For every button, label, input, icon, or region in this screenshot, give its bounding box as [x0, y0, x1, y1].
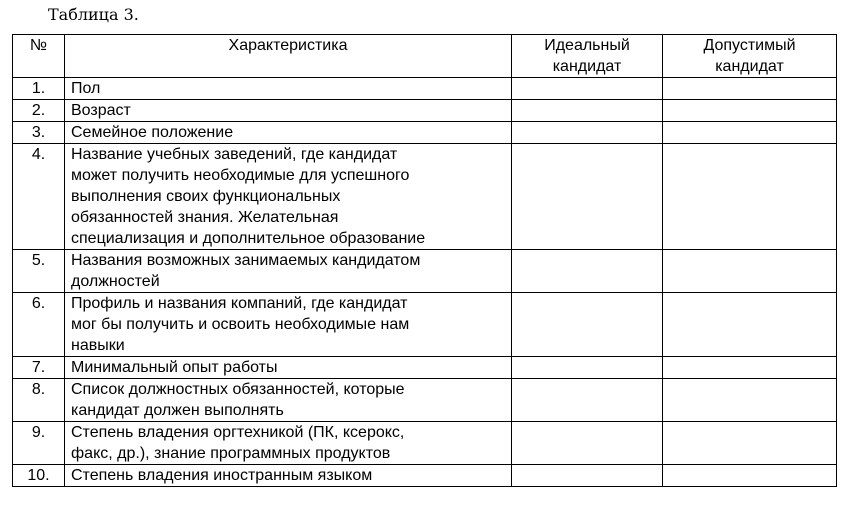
- ideal-candidate-cell[interactable]: [512, 422, 663, 465]
- row-number: 7.: [13, 357, 65, 379]
- acceptable-candidate-cell[interactable]: [663, 122, 837, 144]
- row-characteristic: Название учебных заведений, где кандидат может получить необходимые для успешного выполнения своих функциональных обязанностей знания. Желательная специализация и дополнительное образование: [65, 144, 512, 250]
- row-number: 10.: [13, 465, 65, 487]
- header-ideal-candidate: Идеальный кандидат: [512, 35, 663, 78]
- row-characteristic: Возраст: [65, 100, 512, 122]
- table-row: [13, 250, 837, 293]
- ideal-candidate-cell[interactable]: [512, 250, 663, 293]
- row-characteristic: Названия возможных занимаемых кандидатом должностей: [65, 250, 512, 293]
- table-caption: Таблица 3.: [48, 5, 139, 24]
- acceptable-candidate-cell[interactable]: [663, 465, 837, 487]
- acceptable-candidate-cell[interactable]: [663, 422, 837, 465]
- row-number: 4.: [13, 144, 65, 250]
- acceptable-candidate-cell[interactable]: [663, 293, 837, 357]
- row-number: 8.: [13, 379, 65, 422]
- ideal-candidate-cell[interactable]: [512, 465, 663, 487]
- ideal-candidate-cell[interactable]: [512, 122, 663, 144]
- row-number: 2.: [13, 100, 65, 122]
- table-header-row: [13, 35, 837, 78]
- ideal-candidate-cell[interactable]: [512, 293, 663, 357]
- row-number: 6.: [13, 293, 65, 357]
- acceptable-candidate-cell[interactable]: [663, 100, 837, 122]
- header-characteristic: Характеристика: [65, 35, 512, 78]
- table-row: [13, 357, 837, 379]
- acceptable-candidate-cell[interactable]: [663, 78, 837, 100]
- ideal-candidate-cell[interactable]: [512, 357, 663, 379]
- row-number: 1.: [13, 78, 65, 100]
- table-row: [13, 122, 837, 144]
- ideal-candidate-cell[interactable]: [512, 100, 663, 122]
- row-number: 3.: [13, 122, 65, 144]
- table-row: [13, 422, 837, 465]
- ideal-candidate-cell[interactable]: [512, 144, 663, 250]
- table-row: [13, 100, 837, 122]
- candidate-profile-table: [12, 34, 837, 487]
- row-number: 9.: [13, 422, 65, 465]
- acceptable-candidate-cell[interactable]: [663, 357, 837, 379]
- header-acceptable-candidate: Допустимый кандидат: [663, 35, 837, 78]
- row-characteristic: Профиль и названия компаний, где кандидат мог бы получить и освоить необходимые нам навыки: [65, 293, 512, 357]
- row-characteristic: Степень владения оргтехникой (ПК, ксерокс, факс, др.), знание программных продуктов: [65, 422, 512, 465]
- row-characteristic: Пол: [65, 78, 512, 100]
- row-characteristic: Список должностных обязанностей, которые кандидат должен выполнять: [65, 379, 512, 422]
- table-row: [13, 144, 837, 250]
- table-row: [13, 293, 837, 357]
- acceptable-candidate-cell[interactable]: [663, 379, 837, 422]
- ideal-candidate-cell[interactable]: [512, 78, 663, 100]
- header-number: №: [13, 35, 65, 78]
- acceptable-candidate-cell[interactable]: [663, 144, 837, 250]
- table-row: [13, 379, 837, 422]
- row-number: 5.: [13, 250, 65, 293]
- acceptable-candidate-cell[interactable]: [663, 250, 837, 293]
- row-characteristic: Степень владения иностранным языком: [65, 465, 512, 487]
- row-characteristic: Семейное положение: [65, 122, 512, 144]
- table-row: [13, 78, 837, 100]
- table-row: [13, 465, 837, 487]
- ideal-candidate-cell[interactable]: [512, 379, 663, 422]
- row-characteristic: Минимальный опыт работы: [65, 357, 512, 379]
